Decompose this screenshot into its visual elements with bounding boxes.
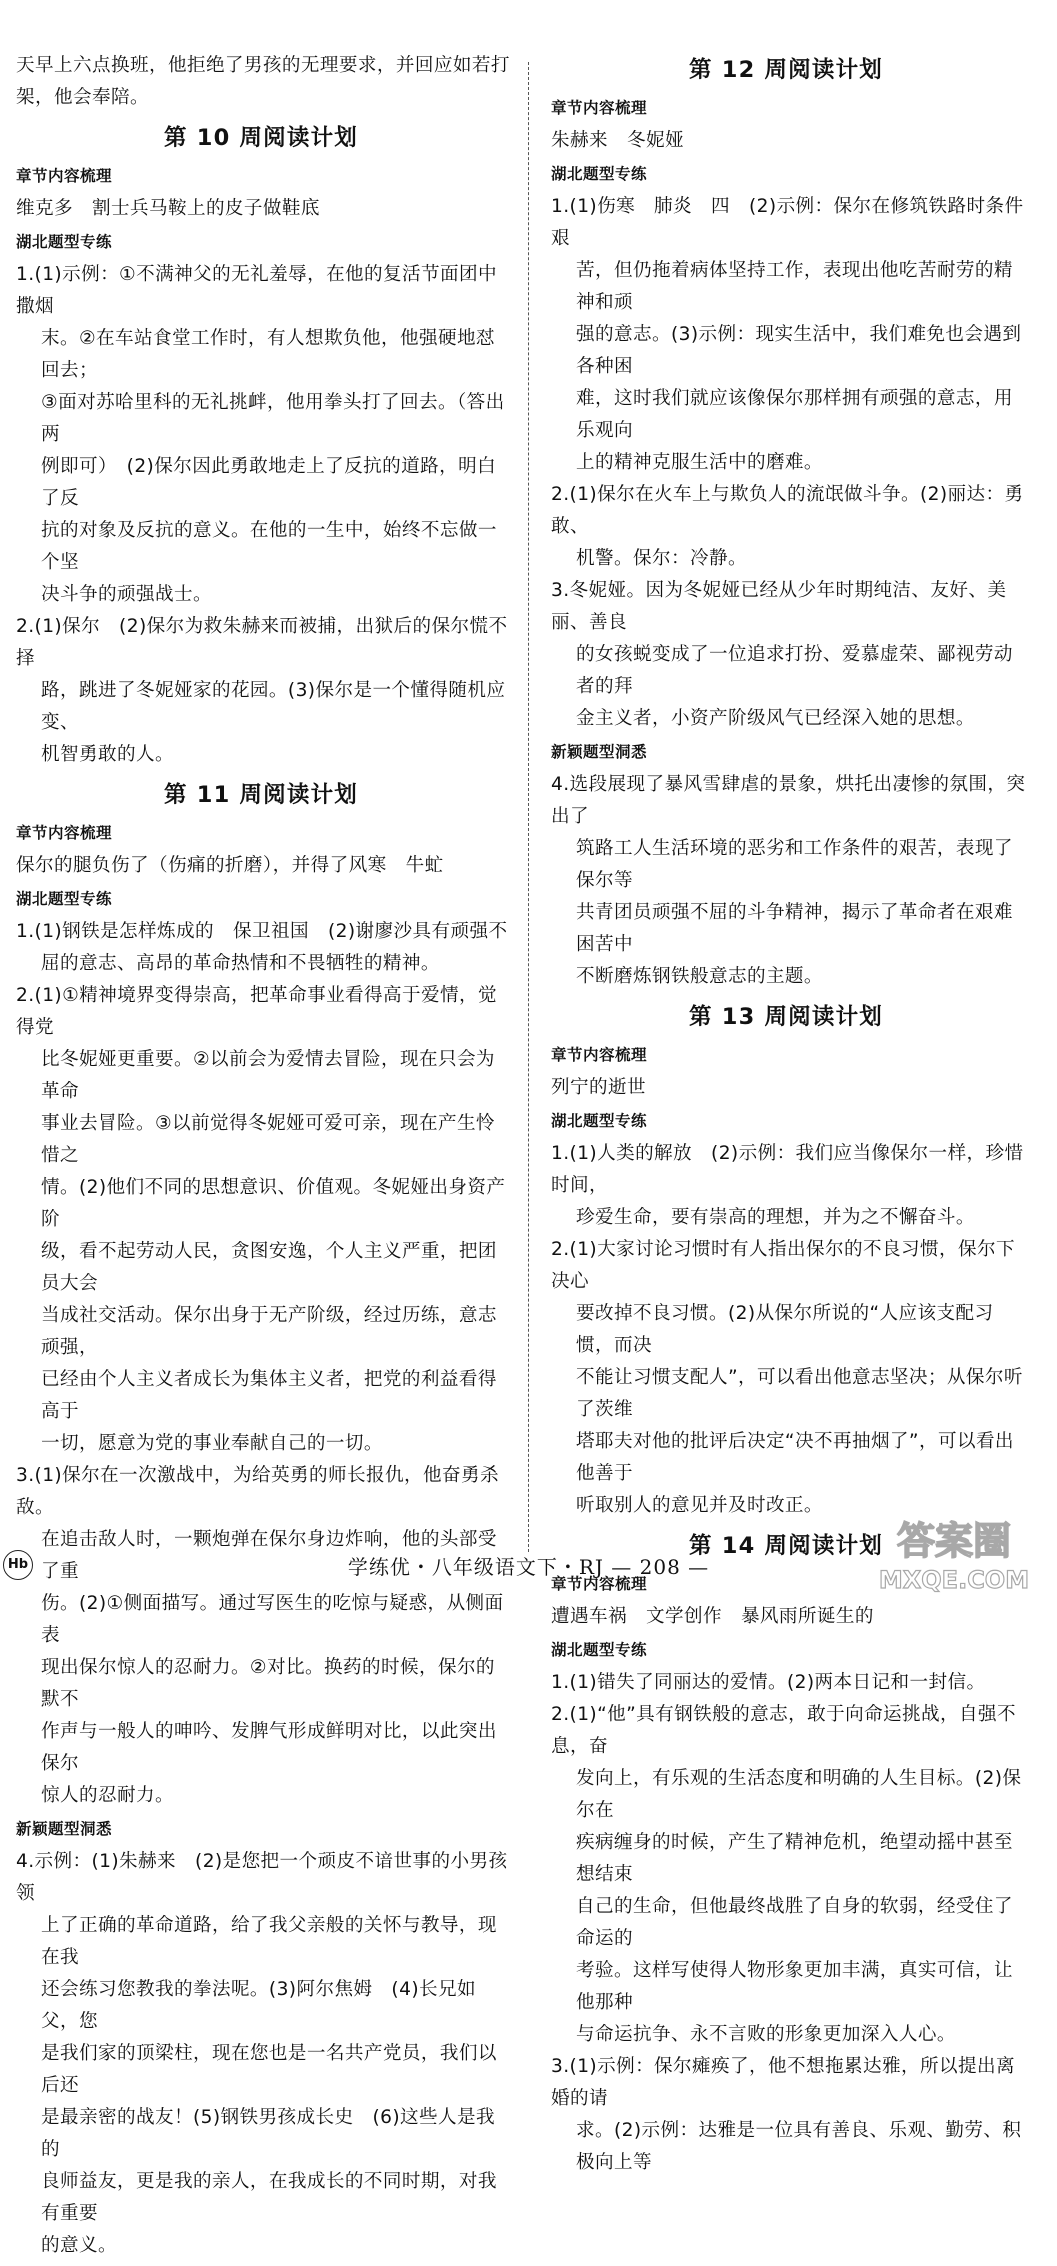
answer-3	[10, 1460, 512, 1812]
week-12-section	[545, 52, 1027, 993]
chapter-summary-content: 朱赫来 冬妮娅	[551, 130, 684, 151]
text-line: 天早上六点换班，他拒绝了男孩的无理要求，并回应如若打	[16, 55, 510, 76]
chapter-summary-heading: 章节内容梳理	[551, 1575, 648, 1593]
left-column	[10, 50, 512, 2266]
text-line: 考验。这样写使得人物形象更加丰满，真实可信，让他那种	[576, 1960, 1013, 2013]
text-line: 求。(2)示例：达雅是一位具有善良、乐观、勤劳、积极向上等	[576, 2120, 1022, 2173]
practice-heading: 湖北题型专练	[551, 1641, 648, 1659]
answer-1	[10, 259, 512, 611]
text-line: 一切，愿意为党的事业奉献自己的一切。	[41, 1433, 383, 1454]
text-line: 共青团员顽强不屈的斗争精神，揭示了革命者在艰难困苦中	[576, 902, 1013, 955]
answer-2	[545, 1234, 1027, 1522]
week-10-section	[10, 120, 512, 771]
text-line: 不断磨炼钢铁般意志的主题。	[576, 966, 823, 987]
week-14-section	[545, 1528, 1030, 2179]
column-divider	[528, 62, 529, 1552]
text-line: 1.(1)钢铁是怎样炼成的 保卫祖国 (2)谢廖沙具有顽强不	[16, 921, 508, 942]
chapter-summary-content: 维克多 割士兵马鞍上的皮子做鞋底	[16, 198, 320, 219]
text-line: 机智勇敢的人。	[41, 744, 174, 765]
week-13-section	[545, 999, 1027, 1522]
text-line: 当成社交活动。保尔出身于无产阶级，经过历练，意志顽强，	[41, 1305, 497, 1358]
text-line: 机警。保尔：冷静。	[576, 548, 747, 569]
text-line: 决斗争的顽强战士。	[41, 584, 212, 605]
answer-4	[10, 1846, 512, 2262]
text-line: 3.冬妮娅。因为冬妮娅已经从少年时期纯洁、友好、美丽、善良	[551, 580, 1007, 633]
new-question-heading: 新颖题型洞悉	[551, 743, 648, 761]
text-line: 路，跳进了冬妮娅家的花园。(3)保尔是一个懂得随机应变、	[41, 680, 506, 733]
text-line: 情。(2)他们不同的思想意识、价值观。冬妮娅出身资产阶	[41, 1177, 506, 1230]
text-line: 1.(1)人类的解放 (2)示例：我们应当像保尔一样，珍惜时间，	[551, 1143, 1024, 1196]
page-footer: 学练优・八年级语文下・RJ — 208 —	[347, 1555, 710, 1579]
text-line: 2.(1)①精神境界变得崇高，把革命事业看得高于爱情，觉得党	[16, 985, 498, 1038]
text-line: 听取别人的意见并及时改正。	[576, 1495, 823, 1516]
intro-continuation	[10, 50, 512, 114]
text-line: 上的精神克服生活中的磨难。	[576, 452, 823, 473]
week-10-title: 第 10 周阅读计划	[164, 125, 358, 151]
text-line: 3.(1)保尔在一次激战中，为给英勇的师长报仇，他奋勇杀敌。	[16, 1465, 499, 1518]
text-line: 现出保尔惊人的忍耐力。②对比。换药的时候，保尔的默不	[41, 1657, 495, 1710]
answer-3	[545, 2051, 1027, 2179]
text-line: 是我们家的顶梁柱，现在您也是一名共产党员，我们以后还	[41, 2043, 497, 2096]
week-13-title: 第 13 周阅读计划	[689, 1004, 883, 1030]
text-line: 1.(1)错失了同丽达的爱情。(2)两本日记和一封信。	[551, 1672, 986, 1693]
text-line: 屈的意志、高昂的革命热情和不畏牺牲的精神。	[41, 953, 440, 974]
week-12-title: 第 12 周阅读计划	[689, 57, 883, 83]
text-line: 例即可） (2)保尔因此勇敢地走上了反抗的道路，明白了反	[41, 456, 497, 509]
text-line: 2.(1)保尔在火车上与欺负人的流氓做斗争。(2)丽达：勇敢、	[551, 484, 1024, 537]
text-line: 不能让习惯支配人”，可以看出他意志坚决；从保尔听了茨维	[576, 1367, 1023, 1420]
text-line: 自己的生命，但他最终战胜了自身的软弱，经受住了命运的	[576, 1896, 1013, 1949]
right-column	[545, 48, 1030, 2183]
text-line: ③面对苏哈里科的无礼挑衅，他用拳头打了回去。（答出两	[41, 392, 505, 445]
watermark-line-1: 答案圈	[896, 1519, 1012, 1563]
text-line: 难，这时我们就应该像保尔那样拥有顽强的意志，用乐观向	[576, 388, 1013, 441]
text-line: 4.选段展现了暴风雪肆虐的景象，烘托出凄惨的氛围，突出了	[551, 774, 1026, 827]
text-line: 筑路工人生活环境的恶劣和工作条件的艰苦，表现了保尔等	[576, 838, 1013, 891]
text-line: 还会练习您教我的拳法呢。(3)阿尔焦姆 (4)长兄如父，您	[41, 1979, 476, 2032]
chapter-summary-heading: 章节内容梳理	[16, 167, 113, 185]
new-question-heading: 新颖题型洞悉	[16, 1820, 113, 1838]
text-line: 级，看不起劳动人民，贪图安逸，个人主义严重，把团员大会	[41, 1241, 497, 1294]
answer-4	[545, 769, 1027, 993]
text-line: 抗的对象及反抗的意义。在他的一生中，始终不忘做一个坚	[41, 520, 497, 573]
chapter-summary-content: 列宁的逝世	[551, 1077, 646, 1098]
chapter-summary-heading: 章节内容梳理	[551, 1046, 648, 1064]
text-line: 作声与一般人的呻吟、发脾气形成鲜明对比，以此突出保尔	[41, 1721, 497, 1774]
practice-heading: 湖北题型专练	[551, 1112, 648, 1130]
practice-heading: 湖北题型专练	[551, 165, 648, 183]
week-11-section	[10, 777, 512, 2262]
answer-1	[10, 916, 512, 980]
text-line: 强的意志。(3)示例：现实生活中，我们难免也会遇到各种困	[576, 324, 1022, 377]
text-line: 1.(1)伤寒 肺炎 四 (2)示例：保尔在修筑铁路时条件艰	[551, 196, 1024, 249]
text-line: 架，他会奉陪。	[16, 87, 149, 108]
text-line: 珍爱生命，要有崇高的理想，并为之不懈奋斗。	[576, 1207, 975, 1228]
practice-heading: 湖北题型专练	[16, 890, 113, 908]
answer-2	[10, 980, 512, 1460]
text-line: 苦，但仍拖着病体坚持工作，表现出他吃苦耐劳的精神和顽	[576, 260, 1013, 313]
text-line: 惊人的忍耐力。	[41, 1785, 174, 1806]
watermark-logo-icon	[862, 1510, 1047, 1596]
text-line: 良师益友，更是我的亲人，在我成长的不同时期，对我有重要	[41, 2171, 497, 2224]
text-line: 1.(1)示例：①不满神父的无礼羞辱，在他的复活节面团中撒烟	[16, 264, 498, 317]
text-line: 4.示例：(1)朱赫来 (2)是您把一个顽皮不谙世事的小男孩领	[16, 1851, 508, 1904]
chapter-summary-content: 保尔的腿负伤了（伤痛的折磨），并得了风寒 牛虻	[16, 855, 444, 876]
text-line: 发向上，有乐观的生活态度和明确的人生目标。(2)保尔在	[576, 1768, 1022, 1821]
text-line: 伤。(2)①侧面描写。通过写医生的吃惊与疑惑，从侧面表	[41, 1593, 504, 1646]
text-line: 比冬妮娅更重要。②以前会为爱情去冒险，现在只会为革命	[41, 1049, 495, 1102]
answer-1	[545, 191, 1027, 479]
text-line: 塔耶夫对他的批评后决定“决不再抽烟了”，可以看出他善于	[576, 1431, 1014, 1484]
text-line: 要改掉不良习惯。(2)从保尔所说的“人应该支配习惯，而决	[576, 1303, 994, 1356]
text-line: 是最亲密的战友！(5)钢铁男孩成长史 (6)这些人是我的	[41, 2107, 495, 2160]
text-line: 与命运抗争、永不言败的形象更加深入人心。	[576, 2024, 956, 2045]
text-line: 在追击敌人时，一颗炮弹在保尔身边炸响，他的头部受了重	[41, 1529, 497, 1582]
text-line: 2.(1)“他”具有钢铁般的意志，敢于向命运挑战，自强不息，奋	[551, 1704, 1017, 1757]
chapter-summary-heading: 章节内容梳理	[551, 99, 648, 117]
chapter-summary-content: 遭遇车祸 文学创作 暴风雨所诞生的	[551, 1606, 874, 1627]
answer-1	[545, 1667, 1027, 1699]
text-line: 3.(1)示例：保尔瘫痪了，他不想拖累达雅，所以提出离婚的请	[551, 2056, 1015, 2109]
answer-2	[10, 611, 512, 771]
publisher-badge: Hb	[3, 1550, 33, 1580]
answer-1	[545, 1138, 1027, 1234]
text-line: 事业去冒险。③以前觉得冬妮娅可爱可亲，现在产生怜惜之	[41, 1113, 495, 1166]
text-line: 已经由个人主义者成长为集体主义者，把党的利益看得高于	[41, 1369, 497, 1422]
text-line: 上了正确的革命道路，给了我父亲般的关怀与教导，现在我	[41, 1915, 497, 1968]
text-line: 2.(1)大家讨论习惯时有人指出保尔的不良习惯，保尔下决心	[551, 1239, 1015, 1292]
chapter-summary-heading: 章节内容梳理	[16, 824, 113, 842]
watermark-line-2: MXQE.COM	[878, 1566, 1030, 1594]
text-line: 疾病缠身的时候，产生了精神危机，绝望动摇中甚至想结束	[576, 1832, 1013, 1885]
text-line: 末。②在车站食堂工作时，有人想欺负他，他强硬地怼回去；	[41, 328, 495, 381]
answer-3	[545, 575, 1027, 735]
text-line: 2.(1)保尔 (2)保尔为救朱赫来而被捕，出狱后的保尔慌不择	[16, 616, 508, 669]
answer-2	[545, 1699, 1027, 2051]
week-14-title: 第 14 周阅读计划	[689, 1533, 883, 1559]
practice-heading: 湖北题型专练	[16, 233, 113, 251]
text-line: 的女孩蜕变成了一位追求打扮、爱慕虚荣、鄙视劳动者的拜	[576, 644, 1013, 697]
text-line: 金主义者，小资产阶级风气已经深入她的思想。	[576, 708, 975, 729]
answer-2	[545, 479, 1027, 575]
text-line: 的意义。	[41, 2235, 117, 2256]
week-11-title: 第 11 周阅读计划	[164, 782, 358, 808]
